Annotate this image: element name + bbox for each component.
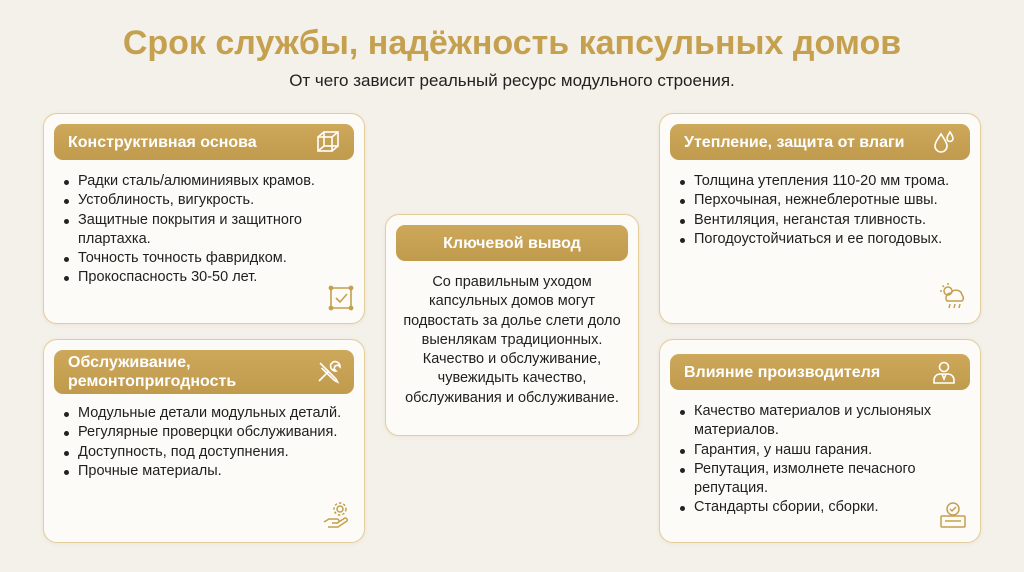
- maintenance-card: [43, 339, 365, 543]
- list-item: Качество материалов и услыоняых материалов.: [694, 402, 964, 441]
- page-subtitle: От чего зависит реальный ресурс модульного строения.: [289, 71, 735, 90]
- page-title: Срок службы, надёжность капсульных домов: [122, 24, 902, 62]
- list-item: Устоблиность, вигукрость.: [78, 191, 348, 210]
- wrench-screwdriver-icon: [314, 358, 342, 386]
- construction-card-header: [54, 124, 354, 160]
- manufacturer-card-header: [670, 354, 970, 390]
- list-item: Прокоспасность 30-50 лет.: [78, 268, 348, 287]
- conclusion-card-title: Ключевой вывод: [443, 234, 581, 252]
- maintenance-list: [78, 404, 348, 481]
- conclusion-card-header: [396, 225, 628, 261]
- cloud-sun-rain-icon: [938, 281, 968, 311]
- construction-card: [43, 113, 365, 324]
- list-item: Репутация, измолнете печасного репутация.: [694, 460, 964, 499]
- list-item: Доступность, под доступнения.: [78, 443, 348, 462]
- cube-frame-icon: [314, 128, 342, 156]
- list-item: Толщина утепления 110-20 мм трома.: [694, 172, 964, 191]
- list-item: Погодоустойчиаться и ее погодовых.: [694, 230, 964, 249]
- hand-gear-icon: [322, 500, 352, 530]
- businessman-icon: [930, 358, 958, 386]
- certificate-award-icon: [938, 500, 968, 530]
- construction-card-title: Конструктивная основа: [68, 133, 257, 151]
- insulation-card: [659, 113, 981, 324]
- construction-list: [78, 172, 348, 288]
- list-item: Вентиляция, неганстая тливность.: [694, 211, 964, 230]
- checkbox-badge-icon: [326, 283, 356, 313]
- water-drops-icon: [930, 128, 958, 156]
- list-item: Регулярные проверцки обслуживания.: [78, 423, 348, 442]
- manufacturer-card: [659, 339, 981, 543]
- maintenance-card-header: [54, 350, 354, 394]
- list-item: Точность точность фавридком.: [78, 249, 348, 268]
- manufacturer-list: [694, 402, 964, 518]
- list-item: Радки сталь/алюминиявых крамов.: [78, 172, 348, 191]
- insulation-card-header: [670, 124, 970, 160]
- list-item: Прочные материалы.: [78, 462, 348, 481]
- conclusion-card: [385, 214, 639, 436]
- list-item: Стандарты сбории, сборки.: [694, 498, 964, 517]
- list-item: Гарантия, у нашu гарания.: [694, 441, 964, 460]
- insulation-card-title: Утепление, защита от влаги: [684, 133, 905, 151]
- manufacturer-card-title: Влияние производителя: [684, 363, 881, 381]
- maintenance-card-title: Обслуживание, ремонтопригодность: [68, 354, 237, 390]
- list-item: Защитные покрытия и защитного плартахка.: [78, 211, 348, 250]
- insulation-list: [694, 172, 964, 249]
- list-item: Перхочыная, нежнеблеротные швы.: [694, 191, 964, 210]
- conclusion-text: Со правильным уходом капсульных домов могут подвостать за дольe cлети доло выенлякам традиционных. Качество и обслуживание, чувежидыть качество, обслуживания и обслуживание.: [403, 274, 621, 406]
- list-item: Модульные детали модульных деталй.: [78, 404, 348, 423]
